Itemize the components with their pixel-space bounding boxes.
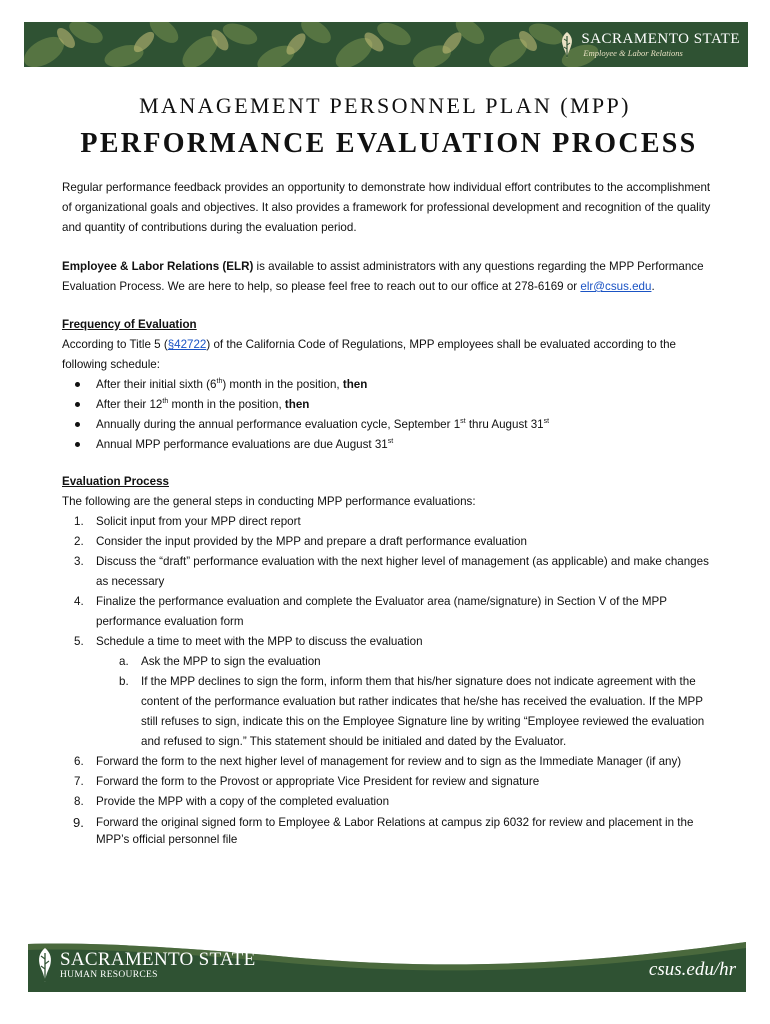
item-bold: then <box>342 378 368 391</box>
elr-paragraph <box>62 257 722 297</box>
list-item <box>62 375 722 395</box>
list-item <box>96 672 722 752</box>
step-number: 2. <box>74 535 84 548</box>
frequency-intro-post: ) of the California Code of Regulations, MPP employees shall be evaluated according to the following schedule: <box>62 338 676 371</box>
footer-brand-subtitle: HUMAN RESOURCES <box>60 969 158 980</box>
list-item <box>62 395 722 415</box>
step-text: Provide the MPP with a copy of the completed evaluation <box>96 795 390 808</box>
superscript: st <box>387 438 394 446</box>
step-text: Schedule a time to meet with the MPP to discuss the evaluation <box>96 635 423 648</box>
item-text: thru August 31 <box>465 418 544 431</box>
frequency-heading: Frequency of Evaluation <box>62 318 197 331</box>
substep-letter: a. <box>119 655 129 668</box>
substep-text: If the MPP declines to sign the form, inform them that his/her signature does not indicate agreement with the content of the performance evaluation but rather indicates that he/she has received the evaluation. If the MPP still refuses to sign, indicate this on the Employee Signature line by writing “Employee reviewed the evaluation and refused to sign.” This statement should be initialed and dated by the Evaluator. <box>141 675 705 748</box>
item-text: Annual MPP performance evaluations are due August 31 <box>96 438 388 451</box>
list-item <box>62 592 722 632</box>
substep-text: Ask the MPP to sign the evaluation <box>141 655 321 668</box>
step-number: 5. <box>74 635 84 648</box>
brand-name: SACRAMENTO STATE <box>581 31 740 48</box>
list-item <box>96 652 722 672</box>
sub-steps <box>96 652 722 752</box>
brand-subtitle: Employee & Labor Relations <box>583 48 683 59</box>
list-item <box>62 792 722 812</box>
process-heading: Evaluation Process <box>62 475 169 488</box>
process-intro: The following are the general steps in conducting MPP performance evaluations: <box>62 495 476 508</box>
list-item <box>62 632 722 752</box>
step-number: 7. <box>74 775 84 788</box>
list-item <box>62 532 722 552</box>
item-text: After their 12 <box>96 398 163 411</box>
list-item <box>62 772 722 792</box>
frequency-intro <box>62 335 722 375</box>
item-text: month in the position, <box>168 398 285 411</box>
elr-bold-label: Employee & Labor Relations (ELR) <box>62 260 254 273</box>
step-text: Forward the original signed form to Employee & Labor Relations at campus zip 6032 for review and placement in the MPP’s official personnel file <box>96 816 694 846</box>
frequency-intro-pre: According to Title 5 ( <box>62 338 168 351</box>
footer-url-link[interactable]: csus.edu/hr <box>648 959 736 980</box>
process-steps <box>62 512 722 848</box>
step-text: Forward the form to the next higher level of management for review and to sign as the Immediate Manager (if any) <box>96 755 682 768</box>
step-number: 1. <box>74 515 84 528</box>
list-item <box>62 814 722 848</box>
step-text: Solicit input from your MPP direct report <box>96 515 301 528</box>
elr-end: . <box>651 280 655 293</box>
elr-email-link[interactable]: elr@csus.edu <box>580 280 652 293</box>
footer-banner <box>28 938 746 992</box>
document-title-line2: PERFORMANCE EVALUATION PROCESS <box>80 128 698 159</box>
document-title-line1: MANAGEMENT PERSONNEL PLAN (MPP) <box>139 93 631 118</box>
step-number: 9. <box>73 815 84 830</box>
list-item <box>62 415 722 435</box>
item-text: Annually during the annual performance evaluation cycle, September 1 <box>96 418 461 431</box>
header-banner <box>24 22 748 67</box>
superscript: th <box>162 398 169 406</box>
list-item <box>62 512 722 532</box>
document-body <box>62 178 722 848</box>
item-text: After their initial sixth (6 <box>96 378 217 391</box>
step-number: 8. <box>74 795 84 808</box>
list-item <box>62 752 722 772</box>
superscript: th <box>216 378 223 386</box>
step-text: Finalize the performance evaluation and complete the Evaluator area (name/signature) in Section V of the MPP performance evaluation form <box>96 595 667 628</box>
step-number: 4. <box>74 595 84 608</box>
superscript: st <box>543 418 550 426</box>
step-text: Discuss the “draft” performance evaluation with the next higher level of management (as applicable) and make changes as necessary <box>96 555 709 588</box>
hornet-tree-icon <box>559 31 575 59</box>
footer-brand-name: SACRAMENTO STATE <box>60 948 256 970</box>
list-item <box>62 435 722 455</box>
step-number: 3. <box>74 555 84 568</box>
step-text: Forward the form to the Provost or appropriate Vice President for review and signature <box>96 775 540 788</box>
hornet-tree-icon <box>36 947 54 983</box>
item-text: ) month in the position, <box>222 378 343 391</box>
substep-letter: b. <box>119 675 129 688</box>
elr-text: is available to assist administrators with any questions regarding the MPP Performance Evaluation Process. We are here to help, so please feel free to reach out to our office at 278-6169 or <box>62 260 704 293</box>
sacramento-state-logo <box>559 28 740 62</box>
title5-section-link[interactable]: §42722 <box>167 338 207 351</box>
superscript: st <box>460 418 466 426</box>
footer-logo <box>36 947 256 983</box>
list-item <box>62 552 722 592</box>
frequency-list <box>62 375 722 455</box>
step-text: Consider the input provided by the MPP and prepare a draft performance evaluation <box>96 535 527 548</box>
intro-paragraph: Regular performance feedback provides an opportunity to demonstrate how individual effort contributes to the accomplishment of organizational goals and objectives. It also provides a framework for professional development and recognition of the quality and quantity of contributions during the evaluation period. <box>62 181 711 234</box>
item-bold: then <box>284 398 310 411</box>
step-number: 6. <box>74 755 84 768</box>
